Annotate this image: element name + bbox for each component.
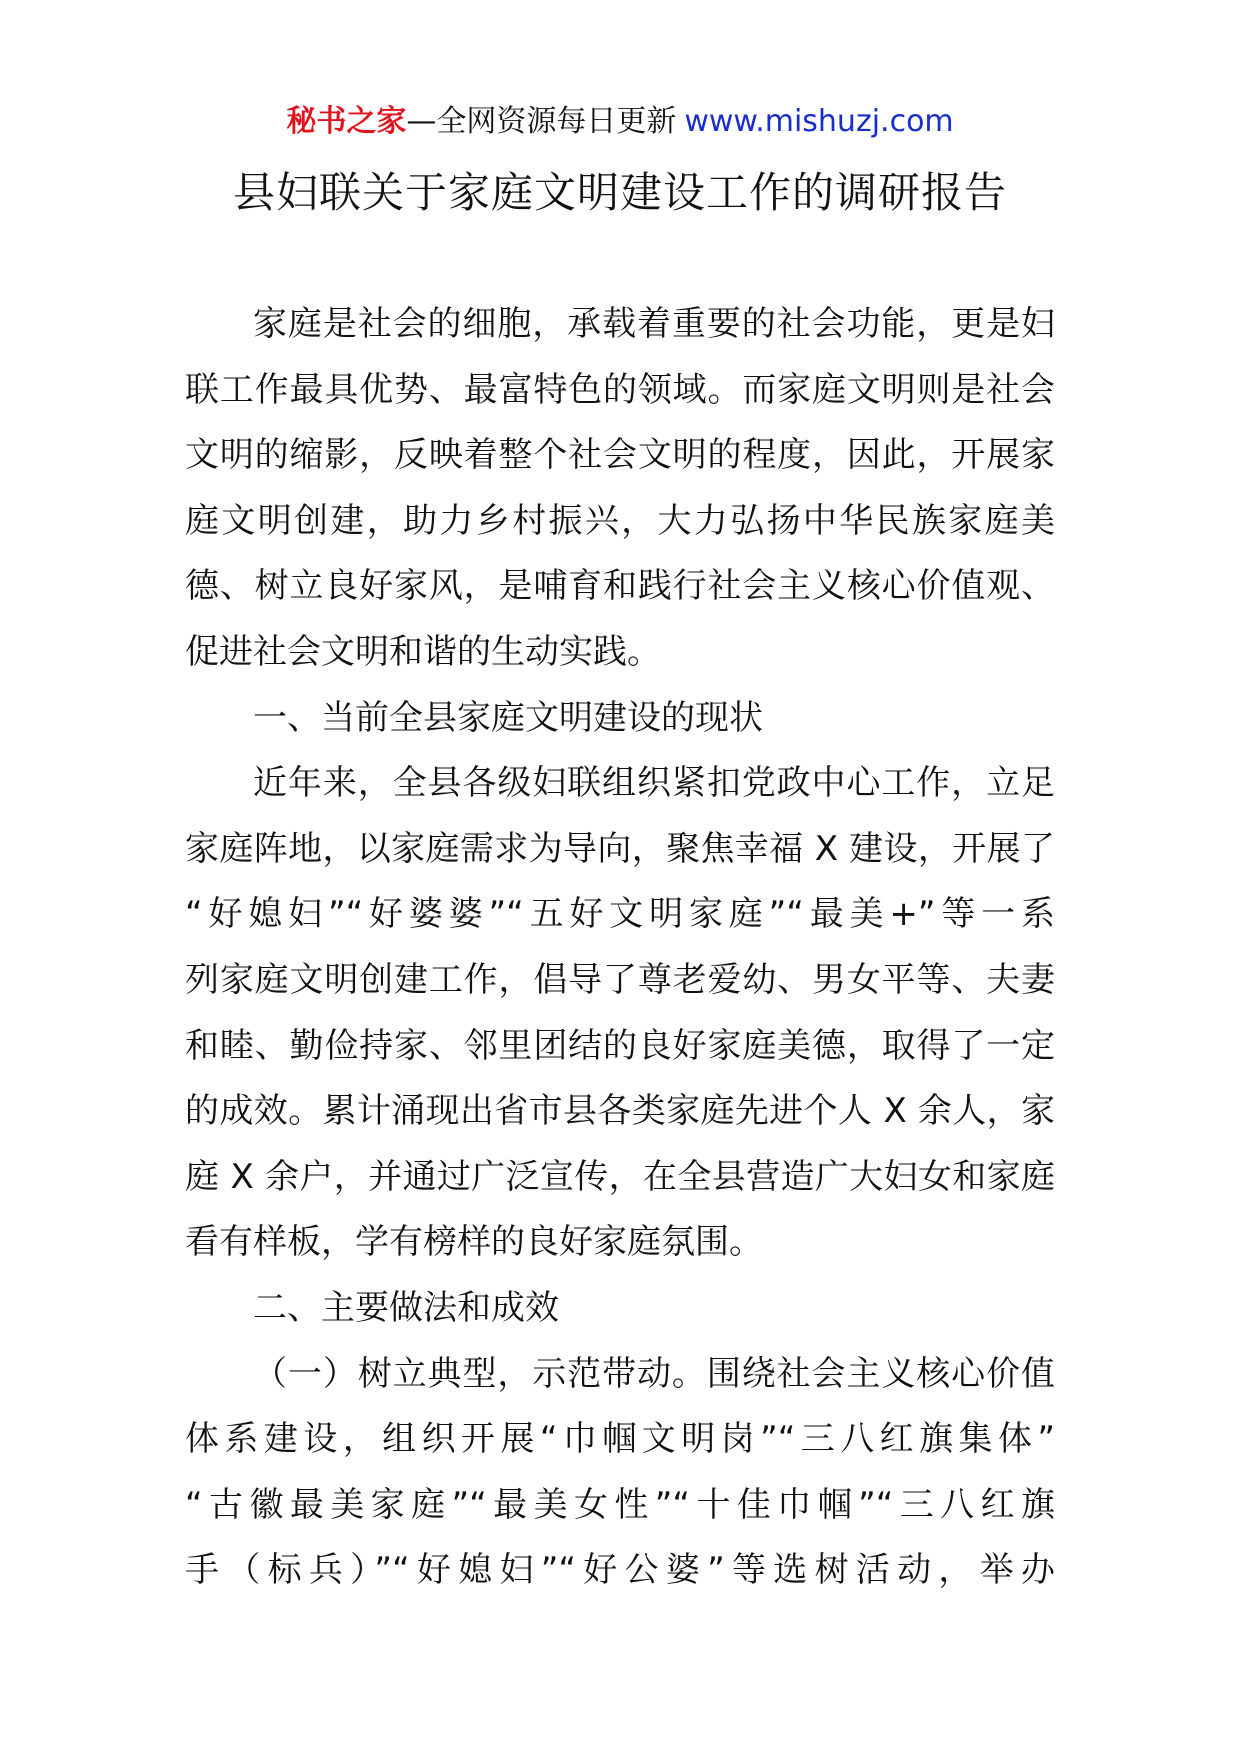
body-line: 庭文明创建，助力乡村振兴，大力弘扬中华民族家庭美	[185, 500, 1055, 541]
body-line: 和睦、勤俭持家、邻里团结的良好家庭美德，取得了一定	[185, 1025, 1055, 1066]
brand-name: 秘书之家	[286, 104, 407, 139]
body-line: 列家庭文明创建工作，倡导了尊老爱幼、男女平等、夫妻	[185, 959, 1055, 1000]
body-line: 德、树立良好家风，是哺育和践行社会主义核心价值观、	[185, 566, 1055, 607]
body-line: 庭 X 余户，并通过广泛宣传，在全县营造广大妇女和家庭	[185, 1156, 1055, 1197]
body-line: 近年来，全县各级妇联组织紧扣党政中心工作，立足	[253, 763, 1055, 804]
body-line: 促进社会文明和谐的生动实践。	[185, 631, 661, 672]
document-title: 县妇联关于家庭文明建设工作的调研报告	[232, 168, 1007, 217]
document-body	[185, 292, 1055, 1604]
body-line: 家庭阵地，以家庭需求为导向，聚焦幸福 X 建设，开展了	[185, 828, 1055, 869]
body-line: 家庭是社会的细胞，承载着重要的社会功能，更是妇	[253, 304, 1055, 344]
body-line: 文明的缩影，反映着整个社会文明的程度，因此，开展家	[185, 435, 1055, 476]
section-heading: 一、当前全县家庭文明建设的现状	[253, 697, 763, 738]
site-url-link[interactable]: www.mishuzj.com	[684, 104, 954, 139]
body-line: 的成效。累计涌现出省市县各类家庭先进个人 X 余人，家	[185, 1091, 1055, 1132]
body-line: 看有样板，学有榜样的良好家庭氛围。	[185, 1222, 763, 1263]
section-heading: 二、主要做法和成效	[253, 1287, 559, 1328]
site-header	[0, 100, 1240, 144]
body-line: “古徽最美家庭”“最美女性”“十佳巾帼”“三八红旗	[185, 1484, 1055, 1525]
body-line: 手（标兵）”“好媳妇”“好公婆”等选树活动，举办	[185, 1550, 1055, 1591]
body-line: “好媳妇”“好婆婆”“五好文明家庭”“最美+”等一系	[185, 894, 1055, 935]
body-line: 联工作最具优势、最富特色的领域。而家庭文明则是社会	[185, 369, 1055, 410]
body-line: （一）树立典型，示范带动。围绕社会主义核心价值	[253, 1353, 1055, 1394]
body-line: 体系建设，组织开展“巾帼文明岗”“三八红旗集体”	[185, 1419, 1055, 1460]
header-slogan: —全网资源每日更新	[406, 104, 677, 139]
